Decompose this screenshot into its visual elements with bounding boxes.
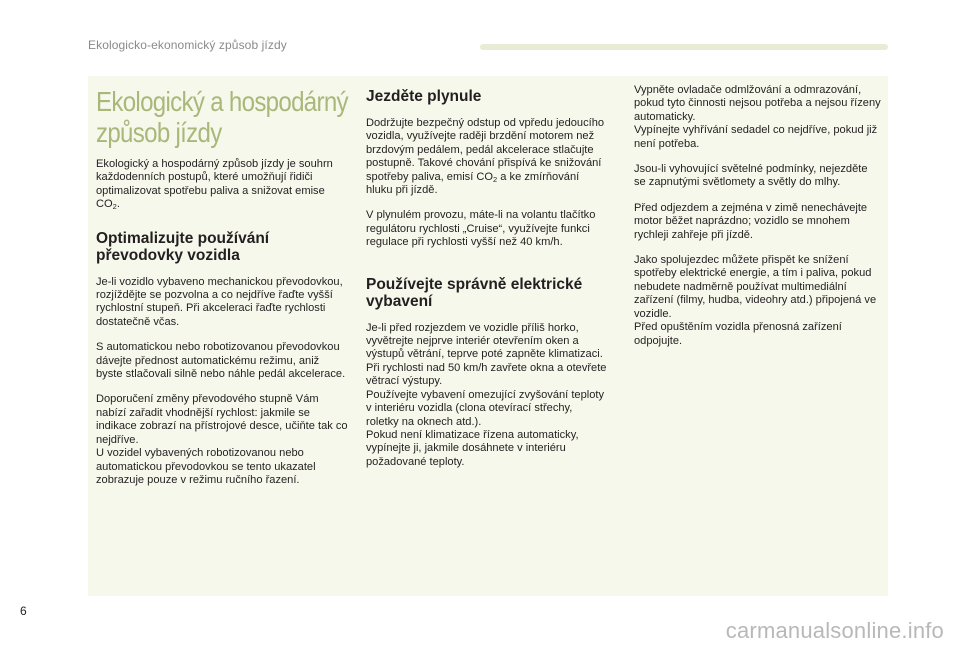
paragraph-safe-distance: Dodržujte bezpečný odstup od vpředu jedoucího vozidla, využívejte raději brzdění motorem než brzdovým pedálem, pedál akcelerace stlačujte postupně. Takové chování přispívá ke snižování spotřeby paliva, emisí $CO_2$ a ke zmírňování hluku při jízdě. (366, 117, 605, 197)
intro-paragraph: Ekologický a hospodárný způsob jízdy je souhrn každodenních postupů, které umožňují řidiči optimalizovat spotřebu paliva a snižovat emise $CO_2$. (96, 158, 333, 212)
paragraph-gear-indicator: Doporučení změny převodového stupně Vám nabízí zařadit vhodnější rychlost: jakmile se indikace zobrazí na přístrojové desce, učiňte tak co nejdříve. U vozidel vybavených robotizovanou nebo automatickou převodovkou se tento ukazatel zobrazuje pouze v režimu ručního řazení. (96, 393, 348, 486)
content-panel (88, 76, 888, 596)
header-rule (480, 44, 888, 50)
heading-electrical-equipment: Používejte správně elektrické vybavení (366, 275, 583, 310)
paragraph-cruise-control: V plynulém provozu, máte-li na volantu tlačítko regulátoru rychlosti „Cruise“, využívejte funkci regulace při rychlosti vyšší než 40 km/h. (366, 209, 596, 249)
column-left (96, 86, 348, 499)
paragraph-manual-gearbox: Je-li vozidlo vybaveno mechanickou převodovkou, rozjíždějte se pozvolna a co nejdříve řaďte vyšší rychlostní stupeň. Při akceleraci řaďte rychlosti dostatečně včas. (96, 275, 343, 328)
running-header: Ekologicko-ekonomický způsob jízdy (88, 38, 287, 52)
page-number: 6 (20, 604, 27, 618)
paragraph-multimedia: Jako spolujezdec můžete přispět ke snížení spotřeby elektrické energie, a tím i paliva, pokud nebudete nadměrně používat multimediální zařízení (filmy, hudba, videohry atd.) připojená ve vozidle. Před opuštěním vozidla přenosná zařízení odpojujte. (634, 254, 877, 347)
column-right (634, 84, 882, 360)
column-middle (366, 88, 608, 481)
paragraph-engine-idle: Před odjezdem a zejména v zimě nenechávejte motor běžet naprázdno; vozidlo se mnohem rychleji zahřeje při jízdě. (634, 201, 868, 241)
heading-drive-smoothly: Jezděte plynule (366, 88, 482, 105)
heading-gearbox: Optimalizujte používání převodovky vozidla (96, 229, 270, 264)
paragraph-automatic-gearbox: S automatickou nebo robotizovanou převodovkou dávejte přednost automatickému režimu, aniž byste stlačovali silně nebo náhle pedál akcelerace. (96, 341, 346, 381)
paragraph-demisting: Vypněte ovladače odmlžování a odmrazování, pokud tyto činnosti nejsou potřeba a nejsou řízeny automaticky. Vypínejte vyhřívání sedadel co nejdříve, pokud již není potřeba. (634, 84, 881, 150)
watermark: carmanualsonline.info (725, 618, 944, 643)
paragraph-headlights: Jsou-li vyhovující světelné podmínky, nejezděte se zapnutými světlomety a světly do mlhy. (634, 163, 868, 189)
paragraph-air-conditioning: Je-li před rozjezdem ve vozidle příliš horko, vyvětrejte nejprve interiér otevřením oken a výstupů větrání, teprve poté zapněte klimatizaci. Při rychlosti nad 50 km/h zavřete okna a otevřete větrací výstupy. Používejte vybavení omezující zvyšování teploty v interiéru vozidla (clona otevírací střechy, roletky na oknech atd.). Pokud není klimatizace řízena automaticky, vypínejte ji, jakmile dosáhnete v interiéru požadované teploty. (366, 321, 607, 468)
page-title: Ekologický a hospodárný způsob jízdy (96, 86, 348, 148)
